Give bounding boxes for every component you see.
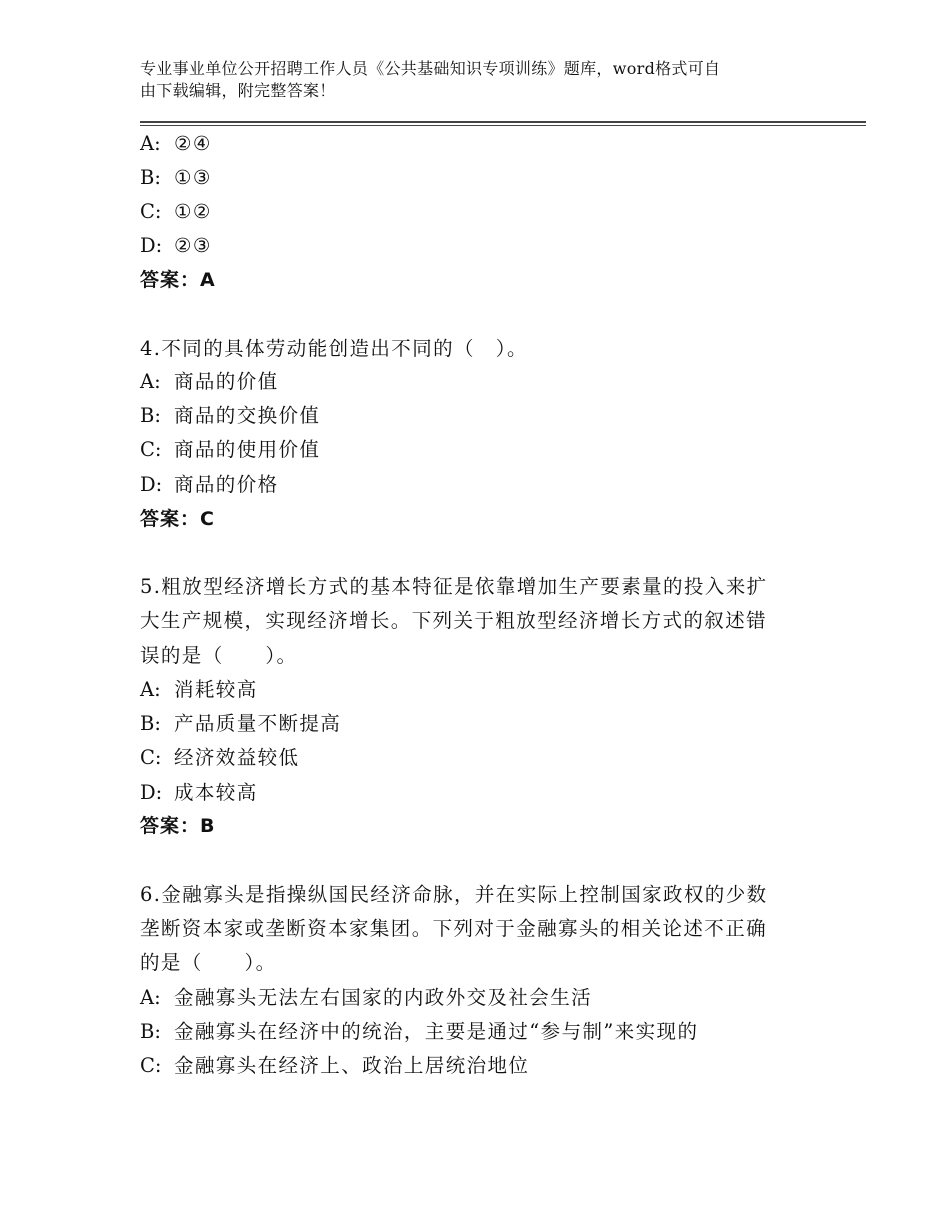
q5-stem-line-2: 大生产规模，实现经济增长。下列关于粗放型经济增长方式的叙述错 xyxy=(140,609,768,632)
option-label: A: xyxy=(140,678,161,701)
q3-option-c xyxy=(140,199,212,225)
q4-option-c xyxy=(140,437,320,463)
header-divider xyxy=(140,121,866,123)
q3-option-b xyxy=(140,165,212,191)
option-label: D: xyxy=(140,781,163,804)
q5-stem-line-3: 误的是（ ）。 xyxy=(140,644,298,667)
q4-option-d xyxy=(140,472,279,498)
option-label: A: xyxy=(140,132,161,155)
q5-option-d xyxy=(140,780,258,806)
option-text: 金融寡头在经济上、政治上居统治地位 xyxy=(174,1054,530,1077)
option-label: C: xyxy=(140,1054,162,1077)
option-text: ①③ xyxy=(174,166,212,189)
option-label: C: xyxy=(140,746,162,769)
option-text: 金融寡头在经济中的统治，主要是通过“参与制”来实现的 xyxy=(174,1020,699,1043)
header-divider-thin xyxy=(140,125,866,126)
q5-stem-line-1: 5.粗放型经济增长方式的基本特征是依靠增加生产要素量的投入来扩 xyxy=(140,575,768,598)
option-text: 商品的交换价值 xyxy=(174,404,321,427)
q6-stem-line-1: 6.金融寡头是指操纵国民经济命脉，并在实际上控制国家政权的少数 xyxy=(140,883,768,906)
option-text: 商品的价格 xyxy=(174,473,279,496)
page-header xyxy=(140,58,820,102)
option-text: 商品的价值 xyxy=(174,370,279,393)
q5-option-a xyxy=(140,677,258,703)
q6-option-b xyxy=(140,1019,698,1045)
option-text: 金融寡头无法左右国家的内政外交及社会生活 xyxy=(174,986,593,1009)
q6-stem-line-3: 的是（ ）。 xyxy=(140,951,277,974)
header-line-1: 专业事业单位公开招聘工作人员《公共基础知识专项训练》题库，word格式可自 xyxy=(140,59,721,78)
option-text: 商品的使用价值 xyxy=(174,438,321,461)
q3-answer: 答案：A xyxy=(140,269,216,291)
q5-option-c xyxy=(140,745,299,771)
option-text: ①② xyxy=(174,200,212,223)
option-text: 经济效益较低 xyxy=(174,746,300,769)
option-text: 成本较高 xyxy=(174,781,258,804)
q4-stem: 4.不同的具体劳动能创造出不同的（ ）。 xyxy=(140,337,528,360)
option-text: ②④ xyxy=(174,132,212,155)
option-text: 产品质量不断提高 xyxy=(174,712,342,735)
q4-option-a xyxy=(140,369,279,395)
header-line-2: 由下载编辑，附完整答案！ xyxy=(140,81,336,100)
option-text: ②③ xyxy=(174,234,212,257)
option-label: A: xyxy=(140,370,161,393)
q6-option-c xyxy=(140,1053,529,1079)
q3-option-a xyxy=(140,131,212,157)
q5-answer: 答案：B xyxy=(140,815,216,837)
option-label: C: xyxy=(140,438,162,461)
option-text: 消耗较高 xyxy=(174,678,258,701)
option-label: B: xyxy=(140,166,161,189)
q4-option-b xyxy=(140,403,320,429)
q4-answer: 答案：C xyxy=(140,508,215,530)
option-label: B: xyxy=(140,712,161,735)
option-label: B: xyxy=(140,404,161,427)
option-label: D: xyxy=(140,234,163,257)
q6-stem-line-2: 垄断资本家或垄断资本家集团。下列对于金融寡头的相关论述不正确 xyxy=(140,917,768,940)
q3-option-d xyxy=(140,233,212,259)
option-label: B: xyxy=(140,1020,161,1043)
option-label: D: xyxy=(140,473,163,496)
q6-option-a xyxy=(140,985,592,1011)
option-label: A: xyxy=(140,986,161,1009)
q5-option-b xyxy=(140,711,341,737)
option-label: C: xyxy=(140,200,162,223)
